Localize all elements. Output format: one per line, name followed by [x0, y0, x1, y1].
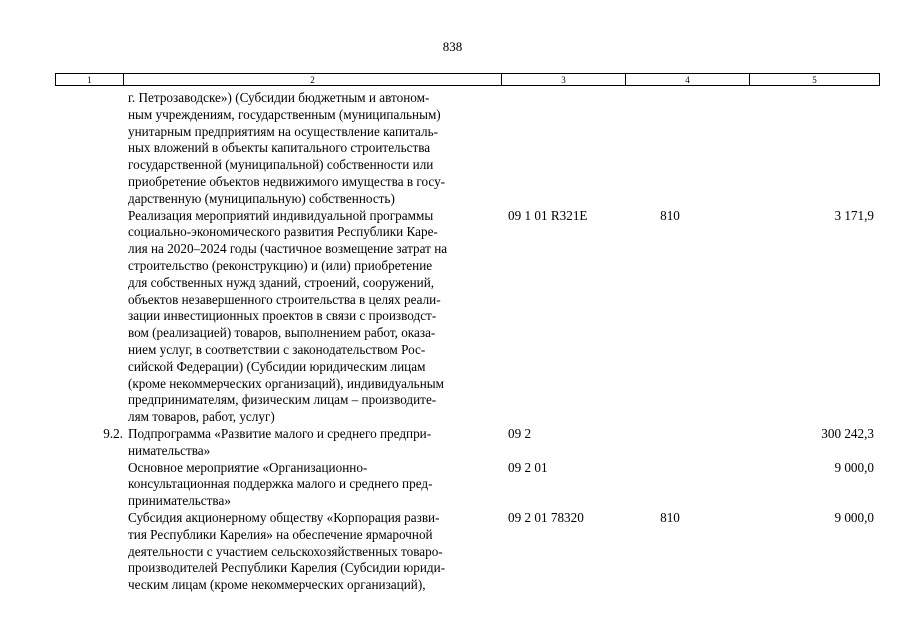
- row-code: 09 2: [508, 425, 532, 441]
- description-line: вом (реализацией) товаров, выполнением работ, оказа-: [128, 325, 436, 341]
- description-line: Реализация мероприятий индивидуальной программы: [128, 207, 434, 223]
- table-row: [55, 510, 879, 594]
- description-line: нием услуг, в соответствии с законодательством Рос-: [128, 341, 426, 357]
- row-code: 09 2 01 78320: [508, 509, 584, 525]
- column-header-5: 5: [750, 74, 880, 86]
- column-header-3: 3: [502, 74, 626, 86]
- row-type: 810: [660, 509, 680, 525]
- description-line: (кроме некоммерческих организаций), индивидуальным: [128, 375, 444, 391]
- description-line: дарственную (муниципальную) собственность): [128, 190, 395, 206]
- column-header-2: 2: [124, 74, 502, 86]
- row-description: [128, 426, 498, 460]
- description-line: Подпрограмма «Развитие малого и среднего предпри-: [128, 425, 432, 441]
- row-amount: 300 242,3: [821, 425, 874, 441]
- description-line: зации инвестиционных проектов в связи с производст-: [128, 308, 437, 324]
- description-line: унитарным предприятиям на осуществление капиталь-: [128, 123, 438, 139]
- row-type: 810: [660, 207, 680, 223]
- row-description: [128, 208, 498, 426]
- row-description: [128, 90, 498, 208]
- description-line: Субсидия акционерному обществу «Корпорация разви-: [128, 509, 440, 525]
- description-line: лия на 2020–2024 годы (частичное возмещение затрат на: [128, 241, 448, 257]
- description-line: для собственных нужд зданий, строений, сооружений,: [128, 274, 435, 290]
- row-amount: 9 000,0: [834, 459, 874, 475]
- description-line: г. Петрозаводске») (Субсидии бюджетным и автоном-: [128, 90, 430, 105]
- description-line: производителей Республики Карелия (Субсидии юриди-: [128, 560, 446, 576]
- column-number-header: [55, 73, 880, 86]
- table-row: [55, 208, 879, 426]
- description-line: лям товаров, работ, услуг): [128, 409, 275, 425]
- row-code: 09 2 01: [508, 459, 548, 475]
- table-row: [55, 460, 879, 510]
- table-row: [55, 426, 879, 460]
- description-line: нимательства»: [128, 442, 211, 458]
- row-amount: 9 000,0: [834, 509, 874, 525]
- description-line: государственной (муниципальной) собственности или: [128, 157, 434, 173]
- description-line: предпринимателям, физическим лицам – производите-: [128, 392, 437, 408]
- table-row: [55, 90, 879, 208]
- description-line: приобретение объектов недвижимого имущества в госу-: [128, 173, 446, 189]
- description-line: сийской Федерации) (Субсидии юридическим лицам: [128, 358, 426, 374]
- description-line: тия Республики Карелия» на обеспечение ярмарочной: [128, 526, 433, 542]
- description-line: принимательства»: [128, 493, 231, 509]
- column-header-4: 4: [626, 74, 750, 86]
- row-description: [128, 510, 498, 594]
- description-line: строительство (реконструкцию) и (или) приобретение: [128, 257, 433, 273]
- description-line: ческим лицам (кроме некоммерческих организаций),: [128, 577, 426, 593]
- row-code: 09 1 01 R321E: [508, 207, 588, 223]
- description-line: ным учреждениям, государственным (муниципальным): [128, 106, 441, 122]
- description-line: Основное мероприятие «Организационно-: [128, 459, 368, 475]
- column-header-1: 1: [56, 74, 124, 86]
- page-number: 838: [442, 39, 463, 54]
- row-amount: 3 171,9: [834, 207, 874, 223]
- description-line: социально-экономического развития Республики Каре-: [128, 224, 438, 240]
- description-line: консультационная поддержка малого и среднего пред-: [128, 476, 433, 492]
- row-description: [128, 460, 498, 510]
- description-line: деятельности с участием сельскохозяйственных товаро-: [128, 543, 443, 559]
- description-line: объектов незавершенного строительства в целях реали-: [128, 291, 441, 307]
- description-line: ных вложений в объекты капитального строительства: [128, 140, 431, 156]
- budget-table-body: [55, 90, 879, 594]
- row-number: 9.2.: [103, 425, 123, 441]
